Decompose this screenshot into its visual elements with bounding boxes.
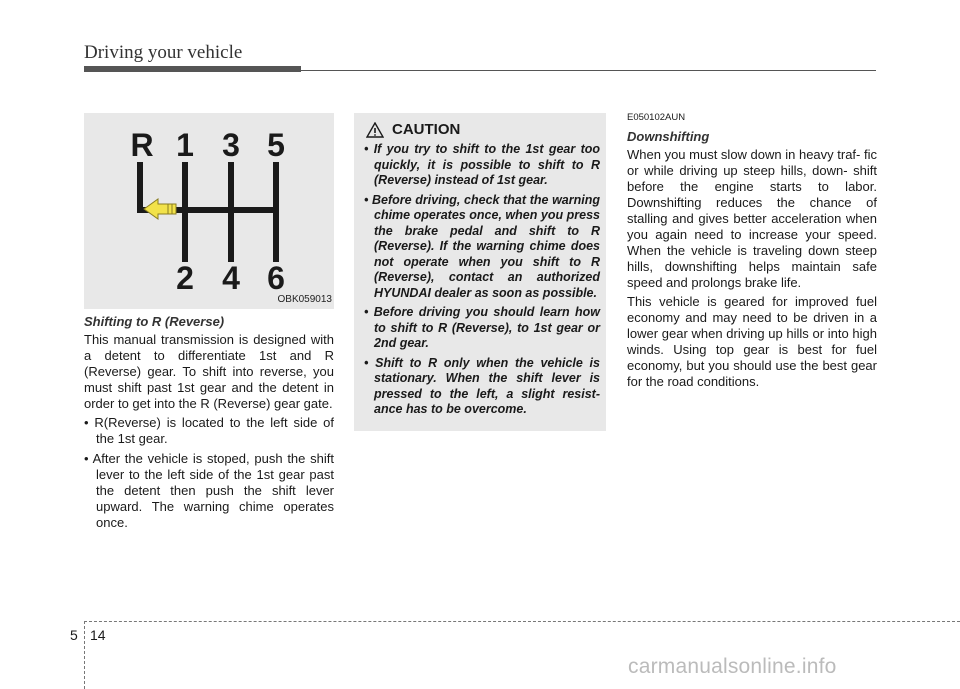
warning-triangle-icon: [366, 122, 384, 138]
list-item: • R(Reverse) is located to the left side of the 1st gear.: [84, 415, 334, 446]
figure-code: OBK059013: [277, 294, 332, 305]
gear-label-4: 4: [222, 260, 240, 296]
shift-gate-horizontal: [140, 165, 276, 210]
page-chapter-number: 5: [70, 627, 78, 643]
shift-reverse-body: This manual transmission is designed with a detent to differentiate 1st and R (Reverse) gear. To shift into reverse, you must shift past 1st gear and the detent in order to get into the R (Reverse) gear gate.: [84, 332, 334, 411]
shift-reverse-heading: Shifting to R (Reverse): [84, 314, 225, 329]
page-header-title: Driving your vehicle: [84, 42, 243, 63]
downshifting-para-2: This vehicle is geared for improved fuel economy and may need to be driven in a lower gear when driving up hills or into high winds. Using top gear is best for fuel economy, but you should use the best gear for the road conditions.: [627, 294, 877, 389]
caution-header: [366, 121, 600, 138]
shift-pattern-diagram: [84, 113, 334, 309]
list-item: • Shift to R only when the vehicle is stationary. When the shift lever is pressed to the left, a slight resist- ance has to be overcome.: [364, 355, 600, 416]
gear-label-2: 2: [176, 260, 194, 296]
gear-label-r: R: [130, 127, 154, 163]
shift-direction-arrow-icon: [144, 199, 176, 219]
caution-title: CAUTION: [392, 121, 461, 138]
footer-vertical-rule: [84, 621, 85, 689]
section-code: E050102AUN: [627, 112, 686, 123]
watermark: carmanualsonline.info: [628, 655, 837, 678]
gear-label-6: 6: [267, 260, 285, 296]
header-rule-thin: [301, 70, 876, 71]
list-item: • Before driving, check that the warning chime operates once, when you press the brake pedal and shift to R (Reverse). If the warning chime does not operate when you shift to R (Reverse), contact an authorized HYUNDAI dealer as soon as possible.: [364, 192, 601, 300]
list-item: • If you try to shift to the 1st gear too quickly, it is possible to shift to R (Reverse) instead of 1st gear.: [364, 142, 600, 187]
footer-rule: [84, 621, 960, 622]
gear-label-3: 3: [222, 127, 240, 163]
downshifting-heading: Downshifting: [627, 129, 710, 144]
gear-label-1: 1: [176, 127, 194, 163]
list-item: • Before driving you should learn how to shift to R (Reverse), to 1st gear or 2nd gear.: [364, 305, 600, 350]
gear-label-5: 5: [267, 127, 285, 163]
header-rule: [84, 66, 301, 72]
caution-list: [360, 142, 600, 418]
shift-pattern-figure: [84, 113, 334, 309]
page-number: 14: [90, 627, 106, 643]
downshifting-para-1: When you must slow down in heavy traf- fic or while driving up steep hills, down- shift before the engine starts to labor. Downshifting reduces the chance of stalling and gives better acceleration when you again need to increase your speed. When the vehicle is traveling down steep hills, downshifting helps maintain safe speed and prolongs brake life.: [627, 147, 877, 290]
shift-reverse-section: [84, 314, 334, 535]
caution-box: [354, 113, 606, 431]
downshifting-section: [627, 112, 877, 393]
shift-reverse-bullets: [84, 415, 334, 531]
list-item: • After the vehicle is stoped, push the shift lever to the left side of the 1st gear past the detent then push the shift lever upward. The warning chime operates once.: [84, 451, 334, 530]
